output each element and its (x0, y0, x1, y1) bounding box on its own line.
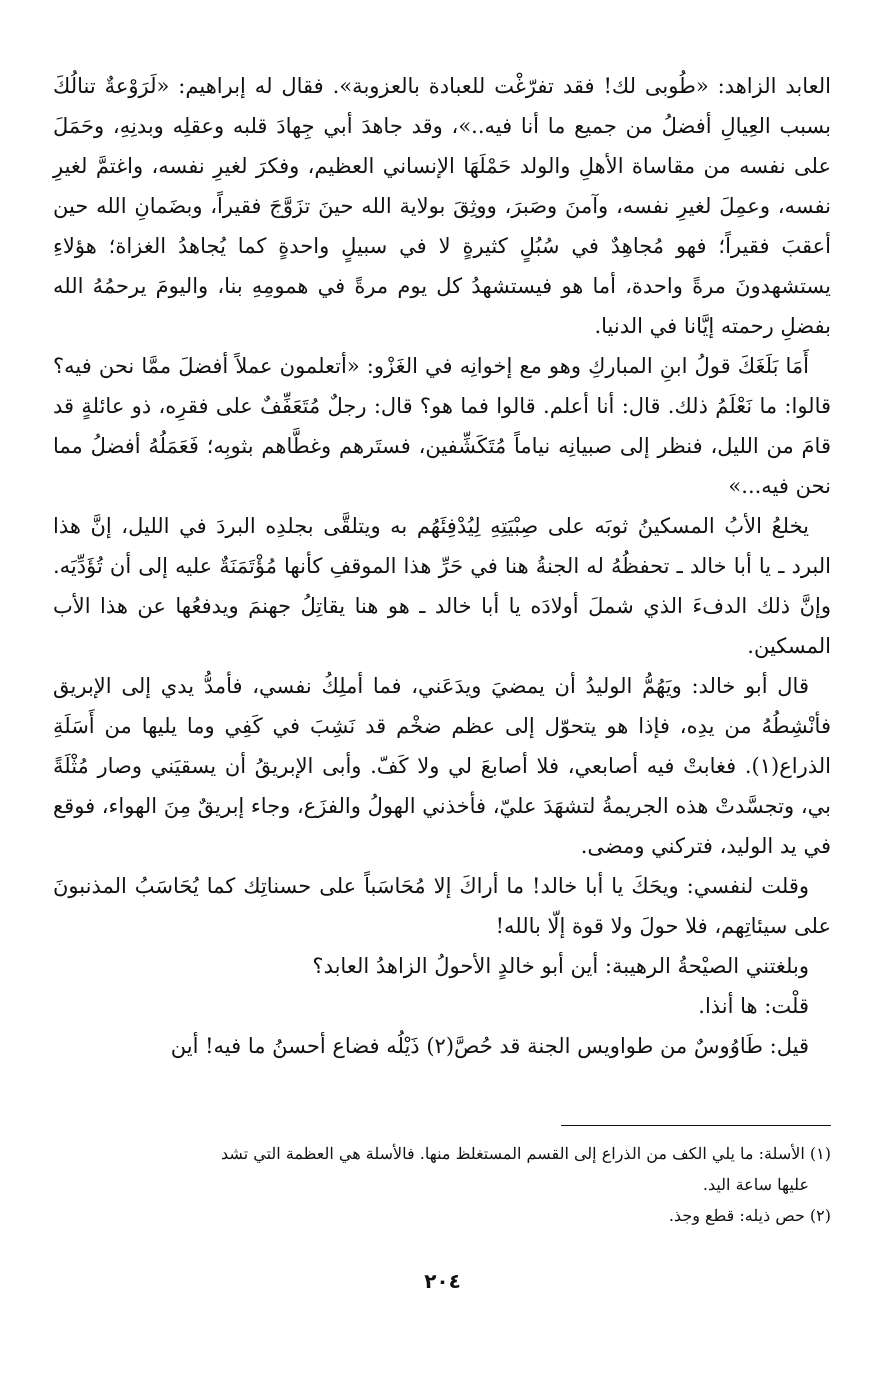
page-body (53, 66, 831, 1066)
paragraph-1: العابد الزاهد: «طُوبى لك! فقد تفرّغْت للعبادة بالعزوبة». فقال له إبراهيم: «لَرَوْعةٌ تنالُكَ بسبب العِيالِ أفضلُ من جميع ما أنا فيه..»، وقد جاهدَ أبي جِهادَ قلبه وعقلِه وبدنِهِ، وحَمَلَ على نفسه من مقاساة الأهلِ والولد حَمْلَهَا الإنساني العظيم، وفكرَ لغيرِ نفسه، واغتمَّ لغيرِ نفسه، وعمِلَ لغيرِ نفسه، وآمنَ وصَبرَ، ووثِقَ بولاية الله حينَ تزَوَّجَ فقيراً، وبضَمانِ الله حين أعقبَ فقيراً؛ فهو مُجاهِدٌ في سُبُلٍ كثيرةٍ لا في سبيلٍ واحدةٍ كما يُجاهدُ الغزاة؛ هؤلاءِ يستشهدونَ مرةً واحدة، أما هو فيستشهدُ كل يوم مرةً في همومِهِ بنا، واليومَ يرحمُهُ الله بفضلِ رحمته إيَّانا في الدنيا. (53, 74, 831, 338)
footnote-separator (561, 1125, 831, 1126)
paragraph-4: قال أبو خالد: ويَهُمُّ الوليدُ أن يمضيَ ويدَعَني، فما أملِكُ نفسي، فأمدُّ يدي إلى الإبريق فأنْشِطُهُ من يدِه، فإذا هو يتحوّل إلى عظم ضخْم قد نَشِبَ في كَفِي وما يليها من أَسَلَةِ الذراع(١). فغابتْ فيه أصابعي، فلا أصابعَ لي ولا كَفّ. وأبى الإبريقُ أن يسقيَني وصار مُثْلَةً بي، وتجسَّدتْ هذه الجريمةُ لتشهَدَ عليّ، فأخذني الهولُ والفزَع، وجاء إبريقٌ مِنَ الهواء، فوقع في يد الوليد، فتركني ومضى. (53, 674, 831, 858)
footnote-1-line-2: عليها ساعة اليد. (702, 1175, 809, 1194)
paragraph-3: يخلعُ الأبُ المسكينُ ثوبَه على صِبْيَتِهِ لِيُدْفِئَهُم به ويتلقَّى بجلدِه البردَ في الليل، إنَّ هذا البرد ـ يا أبا خالد ـ تحفظُهُ له الجنةُ هنا في حَرِّ هذا الموقفِ كأنها مُؤْتَمَنَةٌ عليه إلى أن تُؤَدِّيَه. وإنَّ ذلك الدفءَ الذي شملَ أولادَه يا أبا خالد ـ هو هنا يقاتِلُ جهنمَ ويدفعُها عن هذا الأب المسكين. (53, 514, 831, 658)
paragraph-6: وبلغتني الصيْحةُ الرهيبة: أين أبو خالدٍ الأحولُ الزاهدُ العابد؟ (312, 954, 809, 978)
paragraph-5: وقلت لنفسي: ويحَكَ يا أبا خالد! ما أراكَ إلا مُحَاسَباً على حسناتِك كما يُحَاسَبُ المذنبونَ على سيئاتِهم، فلا حولَ ولا قوة إلّا بالله! (53, 874, 831, 938)
page-number: ٢٠٤ (424, 1269, 461, 1293)
paragraph-2: أَمَا بَلَغَكَ قولُ ابنِ المباركِ وهو مع إخوانِه في الغَزْو: «أتعلمون عملاً أفضلَ ممَّا نحن فيه؟ قالوا: ما نَعْلَمُ ذلك. قال: أنا أعلم. قالوا فما هو؟ قال: رجلٌ مُتَعَفِّفٌ على فقرِه، ذو عائلةٍ قد قامَ من الليل، فنظر إلى صبيانِه نياماً مُتَكَشِّفين، فستَرهم وغطَّاهم بثوبِه؛ فَعَمَلُهُ أفضلُ مما نحن فيه...» (53, 354, 832, 498)
paragraph-8: قيل: طَاوُوسٌ من طواويس الجنة قد حُصَّ(٢) ذَيْلُه فضاع أحسنُ ما فيه! أين (170, 1034, 809, 1058)
footnote-2: (٢) حص ذيله: قطع وجذ. (668, 1206, 831, 1225)
footnotes (53, 1138, 831, 1231)
paragraph-7: قلْت: ها أنذا. (698, 994, 809, 1018)
footnote-1-line-1: (١) الأسلة: ما يلي الكف من الذراع إلى القسم المستغلظ منها. فالأسلة هي العظمة التي تشد (221, 1144, 831, 1163)
